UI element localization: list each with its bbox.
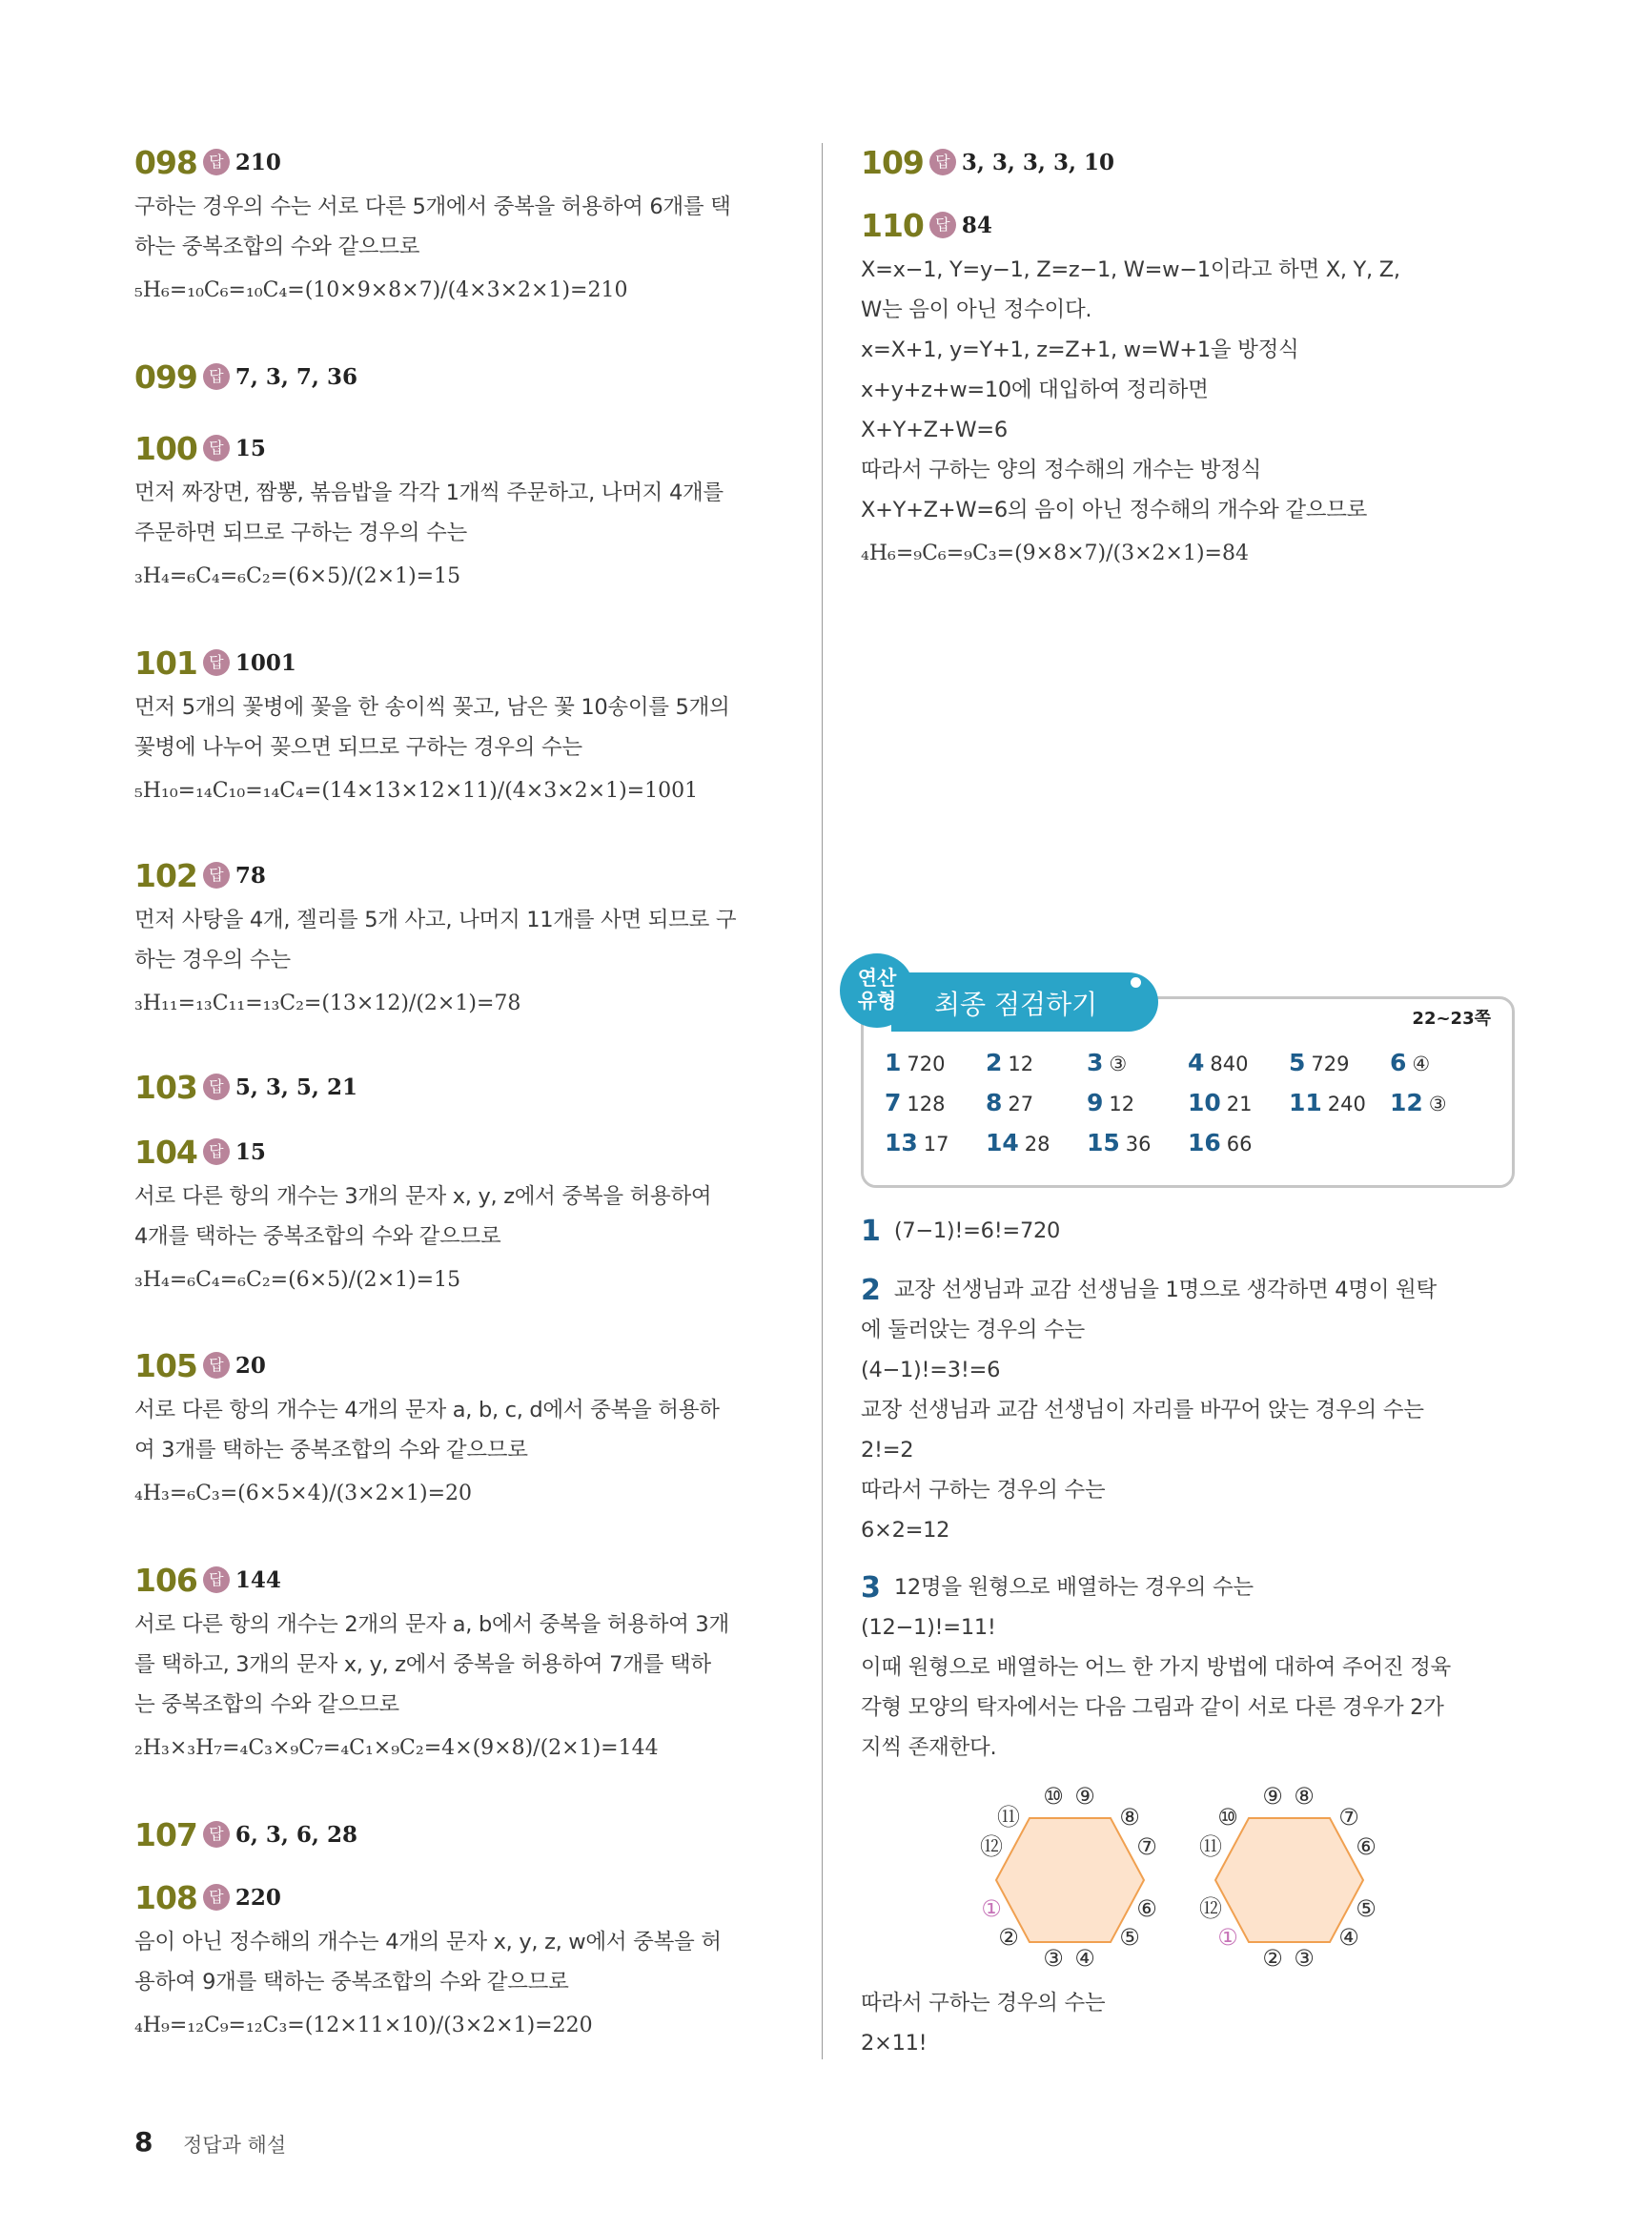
problem-105	[134, 1346, 788, 1518]
problem-answer: 5, 3, 5, 21	[235, 1074, 357, 1100]
footer-title: 정답과 해설	[183, 2134, 287, 2157]
solution-line: 2!=2	[861, 1438, 914, 1463]
solution-3-conclusion	[861, 1983, 1519, 2063]
seat-label: ⑧	[1294, 1783, 1315, 1810]
summary-item-number: 11	[1289, 1089, 1322, 1116]
problem-answer: 6, 3, 6, 28	[235, 1821, 357, 1848]
problem-103	[134, 1068, 788, 1106]
problem-106	[134, 1561, 788, 1772]
summary-badge	[840, 953, 914, 1028]
solution-line: 는 중복조합의 수와 같으므로	[134, 1692, 399, 1717]
solution-line: 하는 중복조합의 수와 같으므로	[134, 235, 420, 259]
summary-item-value: 17	[923, 1133, 949, 1156]
problem-answer: 20	[235, 1352, 266, 1379]
solution-line: 용하여 9개를 택하는 중복조합의 수와 같으므로	[134, 1970, 569, 1995]
summary-item-number: 16	[1188, 1129, 1221, 1156]
problem-answer: 220	[235, 1884, 281, 1911]
seat-label: ⑪	[997, 1804, 1020, 1831]
summary-title: 최종 점검하기	[934, 989, 1098, 1020]
problem-answer: 84	[961, 212, 992, 238]
solution-line: 따라서 구하는 양의 정수해의 개수는 방정식	[861, 458, 1262, 482]
problem-number: 108	[134, 1878, 197, 1916]
problem-108	[134, 1878, 788, 2050]
solution-line: (7−1)!=6!=720	[893, 1218, 1061, 1243]
solution-formula: ₃H₁₁=₁₃C₁₁=₁₃C₂=(13×12)/(2×1)=78	[134, 992, 521, 1015]
answer-badge-icon: 답	[203, 1566, 230, 1593]
solution-line: 먼저 짜장면, 짬뽕, 볶음밥을 각각 1개씩 주문하고, 나머지 4개를	[134, 481, 724, 505]
summary-item-value: 128	[907, 1093, 946, 1115]
summary-item	[885, 1049, 946, 1076]
solution-line: X+Y+Z+W=6의 음이 아닌 정수해의 개수와 같으므로	[861, 498, 1368, 522]
summary-item	[1087, 1129, 1152, 1156]
solution-line: (12−1)!=11!	[861, 1615, 996, 1640]
solution-line: 서로 다른 항의 개수는 3개의 문자 x, y, z에서 중복을 허용하여	[134, 1184, 712, 1209]
solution-line: (4−1)!=3!=6	[861, 1358, 1001, 1382]
problem-number: 101	[134, 644, 197, 682]
solution-formula: ₄H₉=₁₂C₉=₁₂C₃=(12×11×10)/(3×2×1)=220	[134, 2014, 593, 2037]
solution-line: 따라서 구하는 경우의 수는	[861, 1991, 1106, 2015]
problem-102	[134, 856, 788, 1028]
solution-line: 2×11!	[861, 2031, 928, 2056]
solution-number: 2	[861, 1273, 881, 1307]
summary-item-number: 14	[986, 1129, 1019, 1156]
solution-line: 음이 아닌 정수해의 개수는 4개의 문자 x, y, z, w에서 중복을 허	[134, 1930, 722, 1954]
answer-badge-icon: 답	[203, 1821, 230, 1848]
problem-number: 099	[134, 358, 197, 396]
solution-line: 구하는 경우의 수는 서로 다른 5개에서 중복을 허용하여 6개를 택	[134, 194, 731, 219]
solution-line: 각형 모양의 탁자에서는 다음 그림과 같이 서로 다른 경우가 2가	[861, 1695, 1444, 1720]
solution-line: 하는 경우의 수는	[134, 948, 291, 972]
solution-line: 먼저 사탕을 4개, 젤리를 5개 사고, 나머지 11개를 사면 되므로 구	[134, 908, 737, 932]
solution-line: x=X+1, y=Y+1, z=Z+1, w=W+1을 방정식	[861, 338, 1299, 362]
problem-answer: 210	[235, 149, 281, 175]
solution-number: 3	[861, 1570, 881, 1605]
summary-item	[1390, 1049, 1430, 1076]
problem-number: 105	[134, 1346, 197, 1384]
summary-item-value: 729	[1311, 1053, 1350, 1075]
problem-answer: 3, 3, 3, 3, 10	[961, 149, 1114, 175]
summary-item	[986, 1049, 1033, 1076]
page-number: 8	[134, 2126, 153, 2158]
badge-line: 연산	[857, 967, 897, 990]
seat-label: ⑥	[1136, 1895, 1157, 1922]
problem-110	[861, 206, 1519, 578]
answer-badge-icon: 답	[203, 1884, 230, 1911]
solution-line: X+Y+Z+W=6	[861, 418, 1008, 442]
page-range: 22~23쪽	[1412, 1009, 1491, 1029]
summary-item-value: ③	[1428, 1093, 1447, 1115]
summary-item	[1390, 1089, 1447, 1116]
seat-label: ③	[1043, 1945, 1064, 1972]
problem-number: 109	[861, 143, 924, 181]
problem-098	[134, 143, 788, 315]
solution-line: 따라서 구하는 경우의 수는	[861, 1478, 1106, 1503]
column-divider	[822, 143, 823, 2059]
problem-101	[134, 644, 788, 815]
seat-label: ⑫	[1199, 1895, 1222, 1922]
summary-item-value: 27	[1008, 1093, 1034, 1115]
summary-item-value: 720	[907, 1053, 946, 1075]
problem-answer: 15	[235, 435, 266, 461]
solution-line: 교장 선생님과 교감 선생님이 자리를 바꾸어 앉는 경우의 수는	[861, 1398, 1424, 1422]
solution-line: 서로 다른 항의 개수는 4개의 문자 a, b, c, d에서 중복을 허용하	[134, 1398, 720, 1422]
problem-number: 106	[134, 1561, 197, 1599]
solution-formula: ₅H₆=₁₀C₆=₁₀C₄=(10×9×8×7)/(4×3×2×1)=210	[134, 278, 628, 302]
seat-label: ①	[1217, 1924, 1238, 1951]
seat-label: ⑨	[1262, 1783, 1283, 1810]
answer-badge-icon: 답	[203, 1074, 230, 1100]
summary-item	[1188, 1129, 1253, 1156]
problem-107	[134, 1815, 788, 1853]
summary-item-value: 21	[1226, 1093, 1253, 1115]
solution-line: W는 음이 아닌 정수이다.	[861, 297, 1092, 322]
solution-line: X=x−1, Y=y−1, Z=z−1, W=w−1이라고 하면 X, Y, Z,	[861, 257, 1400, 282]
answer-badge-icon: 답	[203, 435, 230, 461]
solution-line: 를 택하고, 3개의 문자 x, y, z에서 중복을 허용하여 7개를 택하	[134, 1652, 711, 1677]
summary-item-number: 6	[1390, 1049, 1407, 1076]
problem-answer: 15	[235, 1138, 266, 1165]
solution-line: 주문하면 되므로 구하는 경우의 수는	[134, 521, 467, 545]
summary-item-number: 2	[986, 1049, 1003, 1076]
summary-item-value: 36	[1125, 1133, 1152, 1156]
solution-1	[861, 1209, 1519, 1253]
summary-item-number: 3	[1087, 1049, 1104, 1076]
problem-104	[134, 1133, 788, 1304]
problem-number: 107	[134, 1815, 197, 1853]
summary-item-value: ③	[1109, 1053, 1128, 1075]
problem-answer: 1001	[235, 649, 296, 676]
seat-label: ①	[981, 1895, 1002, 1922]
solution-formula: ₄H₆=₉C₆=₉C₃=(9×8×7)/(3×2×1)=84	[861, 542, 1249, 565]
answer-badge-icon: 답	[203, 149, 230, 175]
seat-label: ④	[1338, 1924, 1359, 1951]
answer-badge-icon: 답	[929, 149, 956, 175]
seat-label: ⑫	[980, 1833, 1003, 1860]
seat-label: ②	[1262, 1945, 1283, 1972]
solution-line: 6×2=12	[861, 1518, 950, 1543]
problem-100	[134, 429, 788, 601]
solution-line: 먼저 5개의 꽃병에 꽃을 한 송이씩 꽂고, 남은 꽃 10송이를 5개의	[134, 695, 730, 720]
solution-line: 교장 선생님과 교감 선생님을 1명으로 생각하면 4명이 원탁	[893, 1278, 1437, 1302]
problem-answer: 7, 3, 7, 36	[235, 363, 357, 390]
summary-item	[885, 1129, 949, 1156]
summary-item-number: 7	[885, 1089, 902, 1116]
seat-label: ⑥	[1356, 1833, 1377, 1860]
problem-answer: 78	[235, 862, 266, 889]
summary-item-number: 4	[1188, 1049, 1205, 1076]
solution-line: x+y+z+w=10에 대입하여 정리하면	[861, 378, 1209, 402]
seat-label: ④	[1074, 1945, 1095, 1972]
badge-line: 유형	[857, 990, 897, 1013]
summary-item-value: 12	[1008, 1053, 1034, 1075]
solution-line: 이때 원형으로 배열하는 어느 한 가지 방법에 대하여 주어진 정육	[861, 1655, 1451, 1680]
seat-label: ⑩	[1043, 1783, 1064, 1810]
solution-3	[861, 1567, 1519, 1768]
problem-number: 100	[134, 429, 197, 467]
solution-line: 서로 다른 항의 개수는 2개의 문자 a, b에서 중복을 허용하여 3개	[134, 1612, 729, 1637]
summary-item-number: 8	[986, 1089, 1003, 1116]
solution-number: 1	[861, 1214, 881, 1248]
seat-label: ③	[1294, 1945, 1315, 1972]
hexagon-tables-diagram	[972, 1775, 1430, 1975]
solution-formula: ₂H₃×₃H₇=₄C₃×₉C₇=₄C₁×₉C₂=4×(9×8)/(2×1)=144	[134, 1736, 659, 1760]
summary-item	[1289, 1049, 1350, 1076]
problem-answer: 144	[235, 1566, 281, 1593]
summary-item-value: 28	[1024, 1133, 1050, 1156]
answer-badge-icon: 답	[203, 1352, 230, 1379]
solution-formula: ₃H₄=₆C₄=₆C₂=(6×5)/(2×1)=15	[134, 1268, 461, 1292]
solution-line: 에 둘러앉는 경우의 수는	[861, 1318, 1085, 1342]
summary-item	[1188, 1049, 1249, 1076]
seat-label: ⑤	[1119, 1924, 1140, 1951]
problem-number: 110	[861, 206, 924, 244]
problem-number: 103	[134, 1068, 197, 1106]
banner-dot-icon	[1131, 977, 1141, 988]
answer-badge-icon: 답	[203, 1138, 230, 1165]
summary-item-number: 15	[1087, 1129, 1120, 1156]
summary-item-number: 9	[1087, 1089, 1104, 1116]
summary-item-value: 12	[1109, 1093, 1135, 1115]
summary-item-value: 840	[1210, 1053, 1249, 1075]
seat-label: ②	[998, 1924, 1019, 1951]
summary-item	[986, 1089, 1033, 1116]
answer-badge-icon: 답	[203, 649, 230, 676]
seat-label: ⑪	[1199, 1833, 1222, 1860]
answer-badge-icon: 답	[203, 862, 230, 889]
summary-item	[1087, 1049, 1127, 1076]
summary-item-number: 1	[885, 1049, 902, 1076]
summary-item	[1087, 1089, 1134, 1116]
problem-number: 102	[134, 856, 197, 894]
solution-line: 꽃병에 나누어 꽂으면 되므로 구하는 경우의 수는	[134, 735, 582, 760]
solution-formula: ₅H₁₀=₁₄C₁₀=₁₄C₄=(14×13×12×11)/(4×3×2×1)=1001	[134, 779, 699, 803]
solution-formula: ₃H₄=₆C₄=₆C₂=(6×5)/(2×1)=15	[134, 564, 461, 588]
seat-label: ⑩	[1217, 1804, 1238, 1831]
seat-label: ⑤	[1356, 1895, 1377, 1922]
problem-number: 098	[134, 143, 197, 181]
answer-badge-icon: 답	[929, 212, 956, 238]
summary-item-value: ④	[1412, 1053, 1431, 1075]
solution-line: 여 3개를 택하는 중복조합의 수와 같으므로	[134, 1438, 528, 1463]
solution-2	[861, 1270, 1519, 1550]
answer-badge-icon: 답	[203, 363, 230, 390]
summary-item-number: 13	[885, 1129, 918, 1156]
solution-line: 지씩 존재한다.	[861, 1735, 997, 1760]
solution-line: 4개를 택하는 중복조합의 수와 같으므로	[134, 1224, 501, 1249]
seat-label: ⑦	[1136, 1833, 1157, 1860]
summary-item	[885, 1089, 946, 1116]
summary-item-number: 10	[1188, 1089, 1221, 1116]
summary-item-number: 12	[1390, 1089, 1423, 1116]
summary-item-value: 66	[1226, 1133, 1253, 1156]
solution-line: 12명을 원형으로 배열하는 경우의 수는	[893, 1575, 1254, 1600]
summary-item-value: 240	[1327, 1093, 1366, 1115]
seat-label: ⑨	[1074, 1783, 1095, 1810]
solution-formula: ₄H₃=₆C₃=(6×5×4)/(3×2×1)=20	[134, 1482, 473, 1505]
seat-label: ⑧	[1119, 1804, 1140, 1831]
summary-item	[1289, 1089, 1366, 1116]
summary-item-number: 5	[1289, 1049, 1306, 1076]
seat-label: ⑦	[1338, 1804, 1359, 1831]
problem-099	[134, 358, 788, 396]
solutions	[861, 1209, 1519, 1768]
summary-item	[986, 1129, 1050, 1156]
summary-item	[1188, 1089, 1253, 1116]
problem-109	[861, 143, 1519, 181]
problem-number: 104	[134, 1133, 197, 1171]
